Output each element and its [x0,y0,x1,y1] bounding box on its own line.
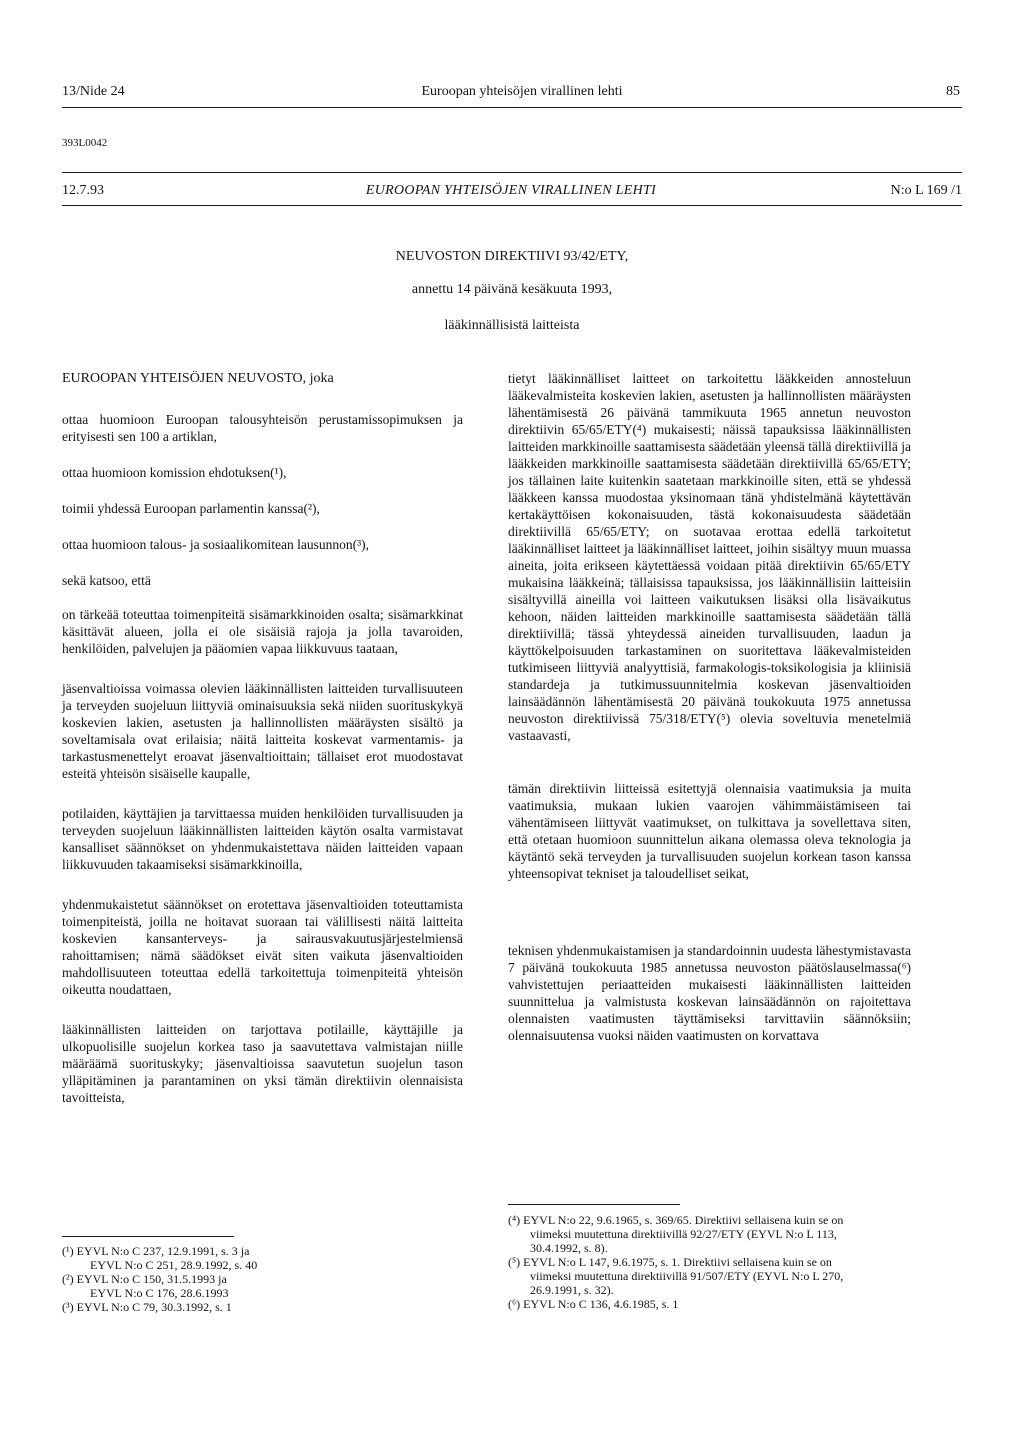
footnote: viimeksi muutettuna direktiivillä 92/27/ETY (EYVL N:o L 113, [530,1227,837,1241]
footnote: (¹) EYVL N:o C 237, 12.9.1991, s. 3 ja [62,1244,250,1258]
footnote-rule-left [62,1236,234,1237]
footnote-rule-right [508,1204,680,1205]
footnote: EYVL N:o C 251, 28.9.1992, s. 40 [90,1258,258,1272]
recital: ottaa huomioon Euroopan talousyhteisön perustamissopimuksen ja erityisesti sen 100 a artiklan, [62,412,463,444]
recital: on tärkeää toteuttaa toimenpiteitä sisämarkkinoiden osalta; sisämarkkinat käsittävät alueen, jolla ei ole sisäisiä rajoja ja jolla tavaroiden, henkilöiden, palvelujen ja pääomien vapaa liikkuvuus taataan, [62,607,463,656]
recital: toimii yhdessä Euroopan parlamentin kanssa(²), [62,501,320,516]
directive-title: NEUVOSTON DIREKTIIVI 93/42/ETY, [395,249,629,264]
recital: yhdenmukaistetut säännökset on erotettava jäsenvaltioiden toteuttamista toimenpiteistä, joilla ne hoitavat suoraan tai välillisesti näitä laitteita koskevien kansanterveys- ja sairausvakuutusjärjestelmiensä rahoittamisen; nämä säädökset eivät siten vaikuta jäsenvaltioiden mahdollisuuteen toteuttaa edellä tarkoitettuja toimenpiteitä yhteisön oikeutta noudattaen, [62,897,463,997]
recital: tämän direktiivin liitteissä esitettyjä olennaisia vaatimuksia ja muita vaatimuksia, mukaan lukien vaarojen vähimmäistämiseen tai vähentämiseen liittyvät vaatimukset, on tulkittava ja sovellettava siten, että otetaan huomioon suunnittelun aikana olemassa oleva teknologia ja käytäntö sekä terveyden ja turvallisuuden suojelun korkean tason kanssa yhteensopivat tekniset ja taloudelliset seikat, [508,781,911,881]
recital: sekä katsoo, että [62,573,151,588]
right-column [508,370,911,1044]
recital: tietyt lääkinnälliset laitteet on tarkoitettu lääkkeiden annosteluun lääkevalmisteita koskevien lakien, asetusten ja hallinnollisten määräysten lähentämisestä 26 päivänä tammikuuta 1965 annetun neuvoston direktiivin 65/65/ETY(⁴) mukaisesti; näissä tapauksissa lääkinnällisten laitteiden markkinoille saattamisesta säädetään yleensä tällä direktiivillä ja lääkkeiden markkinoille saattamisesta säädetään direktiivillä 65/65/ETY; jos tällainen laite kuitenkin saatetaan markkinoille siten, että se yhdessä lääkkeen kanssa muodostaa yksinomaan tänä yhdistelmänä käytettävän kertakäyttöisen kokonaisuuden, tästä kokonaisuudesta säädetään direktiivillä 65/65/ETY; on suotavaa erottaa edellä tarkoitetut lääkinnälliset laitteet ja lääkinnälliset laitteet, joihin sisältyy muun muassa aineita, joita erikseen käytettäessä voidaan pitää direktiivin 65/65/ETY mukaisina lääkkeinä; tällaisissa tapauksissa, jos lääkinnällisiin laitteisiin sisältyvillä aineilla voi laitteen vaikutuksen lisäksi olla lisävaikutus kehoon, näiden laitteiden markkinoille saattamisesta säädetään tällä direktiivillä; tässä yhteydessä aineiden turvallisuuden, laadun ja käyttökelpoisuuden tarkastaminen on suoritettava lääkevalmisteiden tutkimiseen liittyviä analyyttisiä, farmakologis-toksikologisia ja kliinisiä standardeja ja tutkimussuunnitelmia koskevan jäsenvaltioiden lainsäädännön lähentämisestä 20 päivänä toukokuuta 1975 annetussa neuvoston direktiivissä 75/318/ETY(⁵) olevia soveltuvia menetelmiä vastaavasti, [508,371,911,743]
preamble-heading: EUROOPAN YHTEISÖJEN NEUVOSTO, joka [62,371,334,386]
footnote: (⁶) EYVL N:o C 136, 4.6.1985, s. 1 [508,1297,679,1311]
recital: potilaiden, käyttäjien ja tarvittaessa muiden henkilöiden turvallisuuden ja terveyden suojeluun lääkinnällisten laitteiden käytön osalta varmistavat kansalliset säännökset on yhdenmukaistettava näiden laitteiden vapaan liikkuvuuden takaamiseksi sisämarkkinoilla, [62,806,463,872]
footnote: viimeksi muutettuna direktiivillä 91/507/ETY (EYVL N:o L 270, [530,1269,844,1283]
directive-subject: lääkinnällisistä laitteista [444,318,580,333]
footnote: EYVL N:o C 176, 28.6.1993 [90,1286,229,1300]
volume-label: 13/Nide 24 [62,84,125,99]
journal-top-rule [62,172,962,173]
footnote: (⁵) EYVL N:o L 147, 9.6.1975, s. 1. Direktiivi sellaisena kuin se on [508,1255,832,1269]
running-title: Euroopan yhteisöjen virallinen lehti [421,84,623,99]
journal-bottom-rule [62,205,962,206]
footnotes-left [62,1244,462,1314]
left-column [62,370,463,1106]
footnote: 26.9.1991, s. 32). [530,1283,614,1297]
footnote: (²) EYVL N:o C 150, 31.5.1993 ja [62,1272,227,1286]
journal-reference: N:o L 169 /1 [890,183,962,198]
footnote: (³) EYVL N:o C 79, 30.3.1992, s. 1 [62,1300,232,1314]
footnote: 30.4.1992, s. 8). [530,1241,608,1255]
journal-title: EUROOPAN YHTEISÖJEN VIRALLINEN LEHTI [365,183,657,198]
journal-date: 12.7.93 [62,183,104,198]
footnotes-right [508,1213,928,1311]
directive-date: annettu 14 päivänä kesäkuuta 1993, [411,282,613,297]
recital: lääkinnällisten laitteiden on tarjottava potilaille, käyttäjille ja ulkopuolisille suojelun korkea taso ja saavutettava valmistajan niille määräämä suorituskyky; jäsenvaltioissa saavutetun suojelun tason ylläpitäminen ja parantaminen on yksi tämän direktiivin olennaisista tavoitteista, [62,1022,463,1105]
recital: jäsenvaltioissa voimassa olevien lääkinnällisten laitteiden turvallisuuteen ja terveyden suojeluun liittyviä ominaisuuksia sekä niiden suorituskykyä koskevien lakien, asetusten ja hallinnollisten määräysten sisältö ja soveltamisala ovat erilaisia; näitä laitteita koskevat varmentamis- ja tarkastusmenettelyt eroavat jäsenvaltioittain; tällaiset erot muodostavat esteitä yhteisön sisäiselle kaupalle, [62,681,463,781]
footnote: (⁴) EYVL N:o 22, 9.6.1965, s. 369/65. Direktiivi sellaisena kuin se on [508,1213,844,1227]
document-code: 393L0042 [62,137,108,149]
recital: ottaa huomioon komission ehdotuksen(¹), [62,465,287,480]
recital: ottaa huomioon talous- ja sosiaalikomitean lausunnon(³), [62,537,369,552]
recital: teknisen yhdenmukaistamisen ja standardoinnin uudesta lähestymistavasta 7 päivänä toukokuuta 1985 annetussa neuvoston päätöslauselmassa(⁶) vahvistettujen periaatteiden mukaisesti lääkinnällisten laitteiden suunnittelua ja valmistusta koskevan lainsäädännön on rajoitettava olennaisten vaatimusten täyttämiseksi tarvittaviin säännöksiin; olennaisuutensa vuoksi näiden vaatimusten on korvattava [508,943,911,1043]
header-rule [62,107,962,108]
page-number: 85 [946,84,960,99]
